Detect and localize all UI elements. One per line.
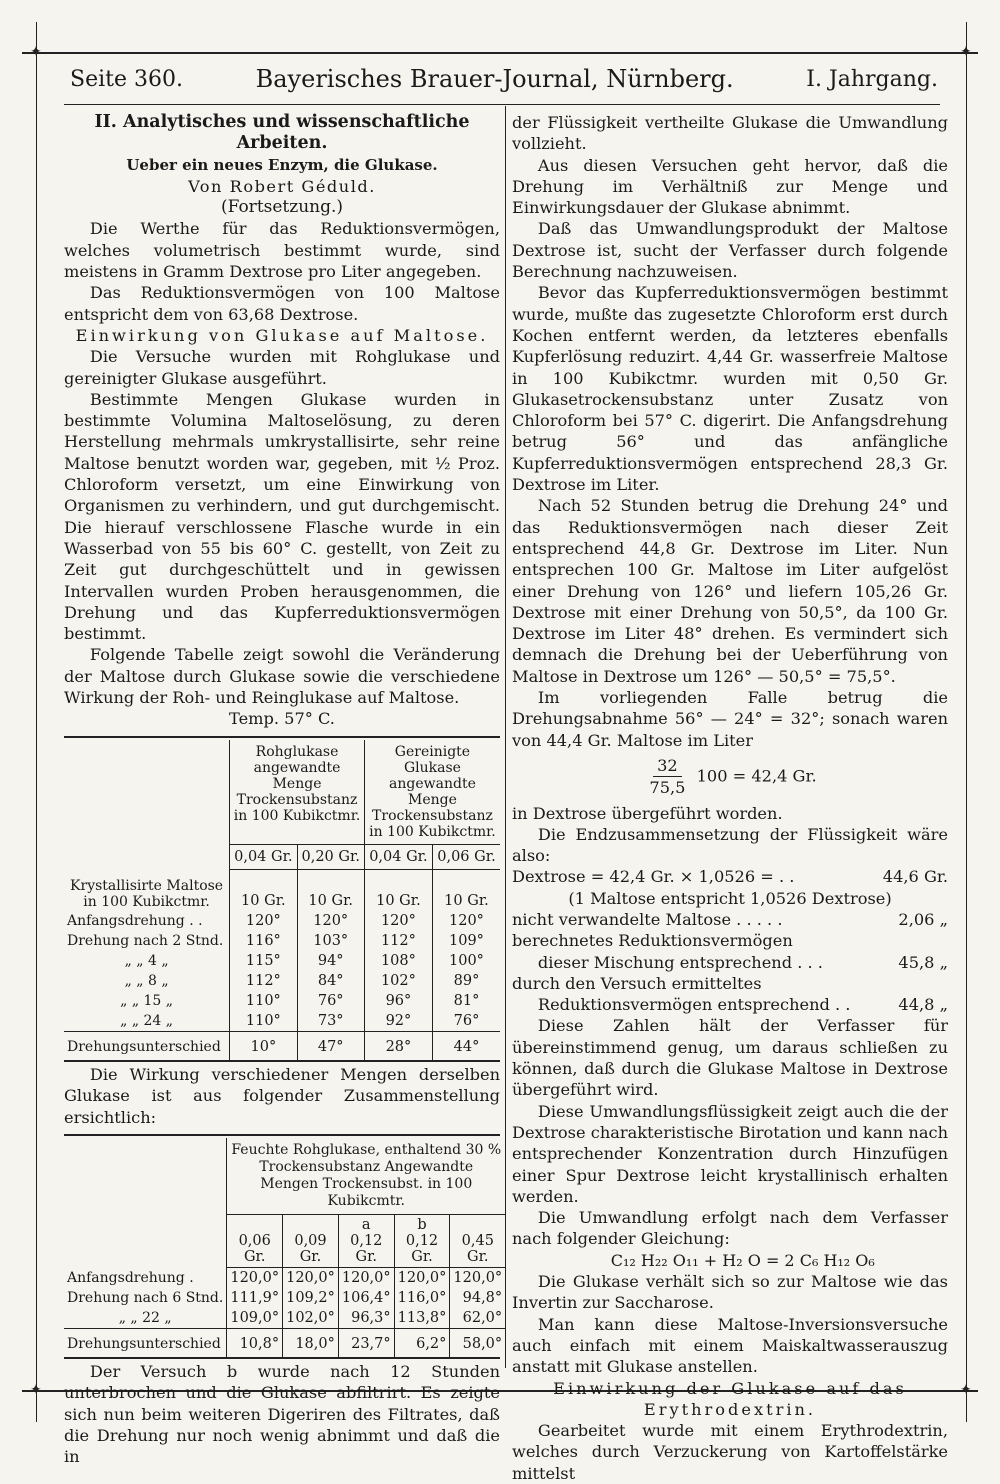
composition-label: durch den Versuch ermitteltes [512, 973, 762, 993]
paragraph: Gearbeitet wurde mit einem Erythrodextrin, welches durch Verzuckerung von Kartoffelstärke mittelst [512, 1421, 948, 1483]
paragraph: in Dextrose übergeführt worden. [512, 803, 783, 823]
page-number: Seite 360. [70, 66, 183, 92]
chemical-equation: C₁₂ H₂₂ O₁₁ + H₂ O = 2 C₆ H₁₂ O₆ [610, 1250, 875, 1270]
fraction-denominator: 75,5 [649, 778, 686, 798]
table-bottom-rule [64, 1060, 500, 1062]
maltose-table [64, 740, 500, 1061]
fraction-numerator: 32 [653, 755, 682, 777]
paragraph: Diese Zahlen hält der Verfasser für übereinstimmend genug, um daraus schließen zu können, daß durch die Glukase Maltose in Dextrose übergeführt wird. [512, 1016, 948, 1100]
section-heading: II. Analytisches und wissenschaftliche Arbeiten. [94, 112, 470, 154]
composition-line: dieser Mischung entsprechend . . . 45,8 „ [537, 952, 948, 972]
table-total-row: Drehungsunterschied 10,8° 18,0° 23,7° 6,2° 58,0° [64, 1329, 505, 1358]
paragraph: Die Endzusammensetzung der Flüssigkeit wäre also: [512, 824, 948, 866]
subheading: Einwirkung der Glukase auf das Erythrodextrin. [553, 1378, 907, 1419]
corner-ornament-icon: ✦ [960, 1382, 972, 1398]
table-row: Krystallisirte Maltose in 100 Kubikctmr. 10 Gr. 10 Gr. 10 Gr. 10 Gr. [64, 877, 500, 911]
table-row: „ „ 22 „ 109,0° 102,0° 96,3° 113,8° 62,0° [64, 1308, 505, 1329]
paragraph: Die Glukase verhält sich so zur Maltose wie das Invertin zur Saccharose. [512, 1272, 948, 1313]
subheading: Einwirkung von Glukase auf Maltose. [75, 325, 489, 345]
article-title: Ueber ein neues Enzym, die Glukase. [126, 155, 438, 174]
table-row: Drehung nach 6 Stnd. 111,9° 109,2° 106,4° 116,0° 94,8° [64, 1288, 505, 1308]
paragraph: Bevor das Kupferreduktionsvermögen bestimmt wurde, mußte das zugesetzte Chloroform erst durch Kochen entfernt werden, da letzteres ebenfalls Kupferlösung reduzirt. 4,44 Gr. wasserfreie Maltose in 100 Kubikctmr. wurden mit 0,50 Gr. Glukasetrockensubstanz unter Zusatz von Chloroform bei 57° C. digerirt. Die Anfangsdrehung betrug 56° und das anfängliche Kupferreduktionsvermögen entsprechend 28,3 Gr. Dextrose im Liter. [512, 283, 948, 495]
frame-left-rule [36, 22, 37, 1422]
paragraph: Daß das Umwandlungsprodukt der Maltose Dextrose ist, sucht der Verfasser durch folgende Berechnung nachzuweisen. [512, 219, 948, 282]
paragraph: Im vorliegenden Falle betrug die Drehungsabnahme 56° — 24° = 32°; sonach waren von 44,4 Gr. Maltose im Liter [512, 688, 948, 750]
table-row: Anfangsdrehung . 120,0° 120,0° 120,0° 120,0° 120,0° [64, 1268, 505, 1289]
paragraph: Nach 52 Stunden betrug die Drehung 24° und das Reduktionsvermögen nach dieser Zeit entsprechend 44,8 Gr. Dextrose im Liter. Nun entsprechen 100 Gr. Maltose im Liter aufgelöst einer Drehung von 126° und liefern 105,26 Gr. Dextrose mit einer Drehung von 50,5°, da 100 Gr. Dextrose im Liter 48° drehen. Es vermindert sich demnach die Drehung bei der Ueberführung von Maltose in Dextrose um 126° — 50,5° = 75,5°. [512, 496, 948, 686]
table-amount: 0,04 Gr. [364, 844, 432, 869]
table-amount: 0,20 Gr. [297, 844, 364, 869]
frame-top-rule [22, 52, 978, 54]
paragraph: Die Versuche wurden mit Rohglukase und gereinigter Glukase ausgeführt. [64, 347, 500, 388]
fraction-result: 100 = 42,4 Gr. [696, 766, 817, 786]
paragraph: Bestimmte Mengen Glukase wurden in bestimmte Volumina Maltoselösung, zu deren Herstellung mehrmals umkrystallisirte, sehr reine Maltose benutzt worden war, gegeben, mit ½ Proz. Chloroform versetzt, um eine Einwirkung von Organismen zu verhindern, und gut durchgemischt. Die hierauf verschlossene Flasche wurde in ein Wasserbad von 55 bis 60° C. gestellt, von Zeit zu Zeit gut durchgeschüttelt und in gewissen Intervallen wurden Proben herausgenommen, die Drehung und das Kupferreduktionsvermögen bestimmt. [64, 389, 500, 644]
table-amount: a 0,12 Gr. [338, 1215, 394, 1268]
glukase-amount-table [64, 1138, 505, 1357]
composition-line: nicht verwandelte Maltose . . . . . 2,06 „ [512, 909, 948, 929]
left-column [64, 112, 503, 1467]
table-amount: 0,06 Gr. [432, 844, 500, 869]
temperature-note: Temp. 57° C. [229, 709, 335, 729]
composition-label: berechnetes Reduktionsvermögen [512, 931, 793, 951]
table-row: „ „ 15 „ 110° 76° 96° 81° [64, 991, 500, 1011]
table-row: „ „ 24 „ 110° 73° 92° 76° [64, 1011, 500, 1032]
journal-title: Bayerisches Brauer-Journal, Nürnberg. [255, 65, 734, 93]
table-amount: b 0,12 Gr. [394, 1215, 450, 1268]
paragraph: Die Wirkung verschiedener Mengen derselben Glukase ist aus folgender Zusammenstellung ersichtlich: [64, 1065, 500, 1127]
fraction-equation [512, 755, 948, 799]
running-header [70, 62, 938, 96]
corner-ornament-icon: ✦ [30, 44, 42, 60]
composition-note: (1 Maltose entspricht 1,0526 Dextrose) [568, 888, 892, 908]
paragraph: Die Umwandlung erfolgt nach dem Verfasser nach folgender Gleichung: [512, 1208, 948, 1249]
table-row: „ „ 8 „ 112° 84° 102° 89° [64, 971, 500, 991]
paragraph: Man kann diese Maltose-Inversionsversuche auch einfach mit einem Maiskaltwasserauszug anstatt mit Glukase anstellen. [512, 1314, 948, 1377]
paragraph: der Flüssigkeit vertheilte Glukase die Umwandlung vollzieht. [512, 113, 948, 154]
composition-line: Dextrose = 42,4 Gr. × 1,0526 = . . 44,6 Gr. [512, 867, 948, 887]
corner-ornament-icon: ✦ [960, 44, 972, 60]
article-author: Von Robert Géduld. [188, 176, 376, 196]
right-column [512, 112, 948, 1484]
header-rule [64, 104, 940, 105]
continuation-note: (Fortsetzung.) [220, 197, 344, 218]
table-header-feuchte-rohglukase: Feuchte Rohglukase, enthaltend 30 % Trockensubstanz Angewandte Mengen Trockensubst. in 100 Kubikcmtr. [227, 1138, 505, 1215]
table-amount: 0,45 Gr. [450, 1215, 505, 1268]
table-bottom-rule [64, 1357, 500, 1359]
table-amount: 0,06 Gr. [227, 1215, 283, 1268]
table-row: Drehung nach 2 Stnd. 116° 103° 112° 109° [64, 931, 500, 951]
table-header-rohglukase: Rohglukase angewandte Menge Trockensubstanz in 100 Kubikctmr. [230, 740, 365, 845]
corner-ornament-icon: ✦ [30, 1382, 42, 1398]
table-row: „ „ 4 „ 115° 94° 108° 100° [64, 951, 500, 971]
table-total-row: Drehungsunterschied 10° 47° 28° 44° [64, 1032, 500, 1061]
frame-right-rule [966, 22, 967, 1422]
table-header-reinglukase: Gereinigte Glukase angewandte Menge Trockensubstanz in 100 Kubikctmr. [364, 740, 500, 845]
table-amount: 0,04 Gr. [230, 844, 297, 869]
volume-label: I. Jahrgang. [806, 66, 938, 92]
table-row: Anfangsdrehung . . 120° 120° 120° 120° [64, 911, 500, 931]
table-top-rule [64, 1134, 500, 1136]
paragraph: Der Versuch b wurde nach 12 Stunden unterbrochen und die Glukase abfiltrirt. Es zeigte sich nun beim weiteren Digeriren des Filtrates, daß die Drehung nur noch wenig abnimmt und daß die in [64, 1362, 500, 1467]
table-top-rule [64, 736, 500, 738]
composition-line: Reduktionsvermögen entsprechend . . 44,8 „ [537, 995, 948, 1015]
paragraph: Das Reduktionsvermögen von 100 Maltose entspricht dem von 63,68 Dextrose. [64, 283, 500, 324]
table-amount: 0,09 Gr. [283, 1215, 339, 1268]
paragraph: Diese Umwandlungsflüssigkeit zeigt auch die der Dextrose charakteristische Birotation und kann nach entsprechender Konzentration durch Hinzufügen einer Spur Dextrose leicht krystallinisch erhalten werden. [512, 1101, 948, 1206]
paragraph: Folgende Tabelle zeigt sowohl die Veränderung der Maltose durch Glukase sowie die verschiedene Wirkung der Roh- und Reinglukase auf Maltose. [64, 645, 500, 708]
paragraph: Die Werthe für das Reduktionsvermögen, welches volumetrisch bestimmt wurde, sind meistens in Gramm Dextrose pro Liter angegeben. [64, 219, 500, 282]
paragraph: Aus diesen Versuchen geht hervor, daß die Drehung im Verhältniß zur Menge und Einwirkungsdauer der Glukase abnimmt. [512, 155, 948, 218]
